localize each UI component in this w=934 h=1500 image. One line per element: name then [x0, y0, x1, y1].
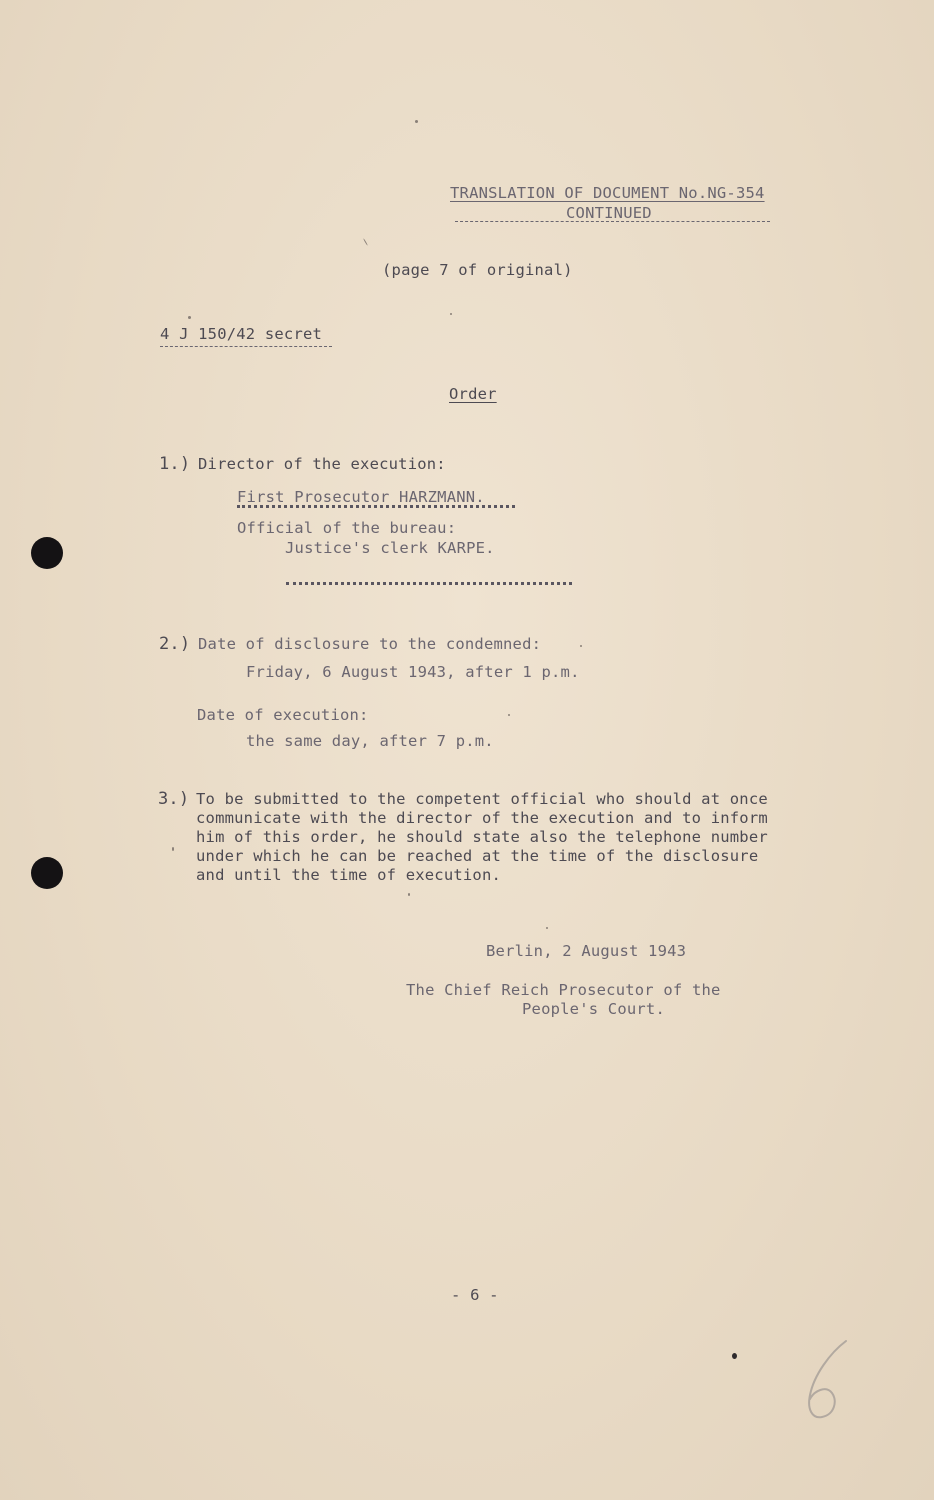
item3-number: 3.) — [158, 789, 190, 809]
paper-speck — [508, 714, 510, 716]
handwritten-page-number-icon — [800, 1335, 860, 1425]
page-reference: (page 7 of original) — [382, 261, 573, 279]
paper-speck — [172, 847, 174, 851]
disclosure-value: Friday, 6 August 1943, after 1 p.m. — [246, 663, 580, 681]
paper-speck — [363, 238, 368, 245]
punch-hole-bottom — [31, 857, 63, 889]
bureau-value: Justice's clerk KARPE. — [285, 539, 495, 557]
execution-label: Date of execution: — [197, 706, 369, 724]
bureau-label: Official of the bureau: — [237, 519, 457, 537]
paper-speck — [188, 316, 191, 319]
paper-speck — [415, 120, 418, 123]
director-name: First Prosecutor HARZMANN. — [237, 488, 485, 506]
header-rule — [455, 221, 770, 222]
item2-number: 2.) — [159, 634, 191, 654]
signature-line1: The Chief Reich Prosecutor of the — [406, 981, 721, 999]
translation-header: TRANSLATION OF DOCUMENT No.NG-354 — [450, 184, 765, 202]
item1-number: 1.) — [159, 454, 191, 474]
paper-speck — [450, 313, 452, 315]
signature-place-date: Berlin, 2 August 1943 — [486, 942, 687, 960]
bureau-dotted-line — [286, 582, 572, 585]
item2-heading: Date of disclosure to the condemned: — [198, 635, 542, 653]
item3-text: To be submitted to the competent official who should at once communicate with the director of the execution and to inform him of this order, he should state also the telephone number under which he can be reached at the time of the disclosure and until the time of execution. — [196, 790, 768, 884]
paper-speck — [408, 893, 410, 896]
paper-speck — [580, 645, 582, 647]
item1-heading: Director of the execution: — [198, 455, 446, 473]
paper-speck — [546, 927, 548, 929]
page-number: - 6 - — [451, 1286, 499, 1304]
paper-speck — [732, 1353, 737, 1359]
execution-value: the same day, after 7 p.m. — [246, 732, 494, 750]
file-reference-rule — [160, 346, 332, 347]
file-reference: 4 J 150/42 secret — [160, 325, 323, 343]
director-dotted-line — [237, 505, 515, 508]
punch-hole-top — [31, 537, 63, 569]
continued-label: CONTINUED — [566, 204, 652, 222]
signature-line2: People's Court. — [522, 1000, 665, 1018]
order-title: Order — [449, 385, 497, 403]
